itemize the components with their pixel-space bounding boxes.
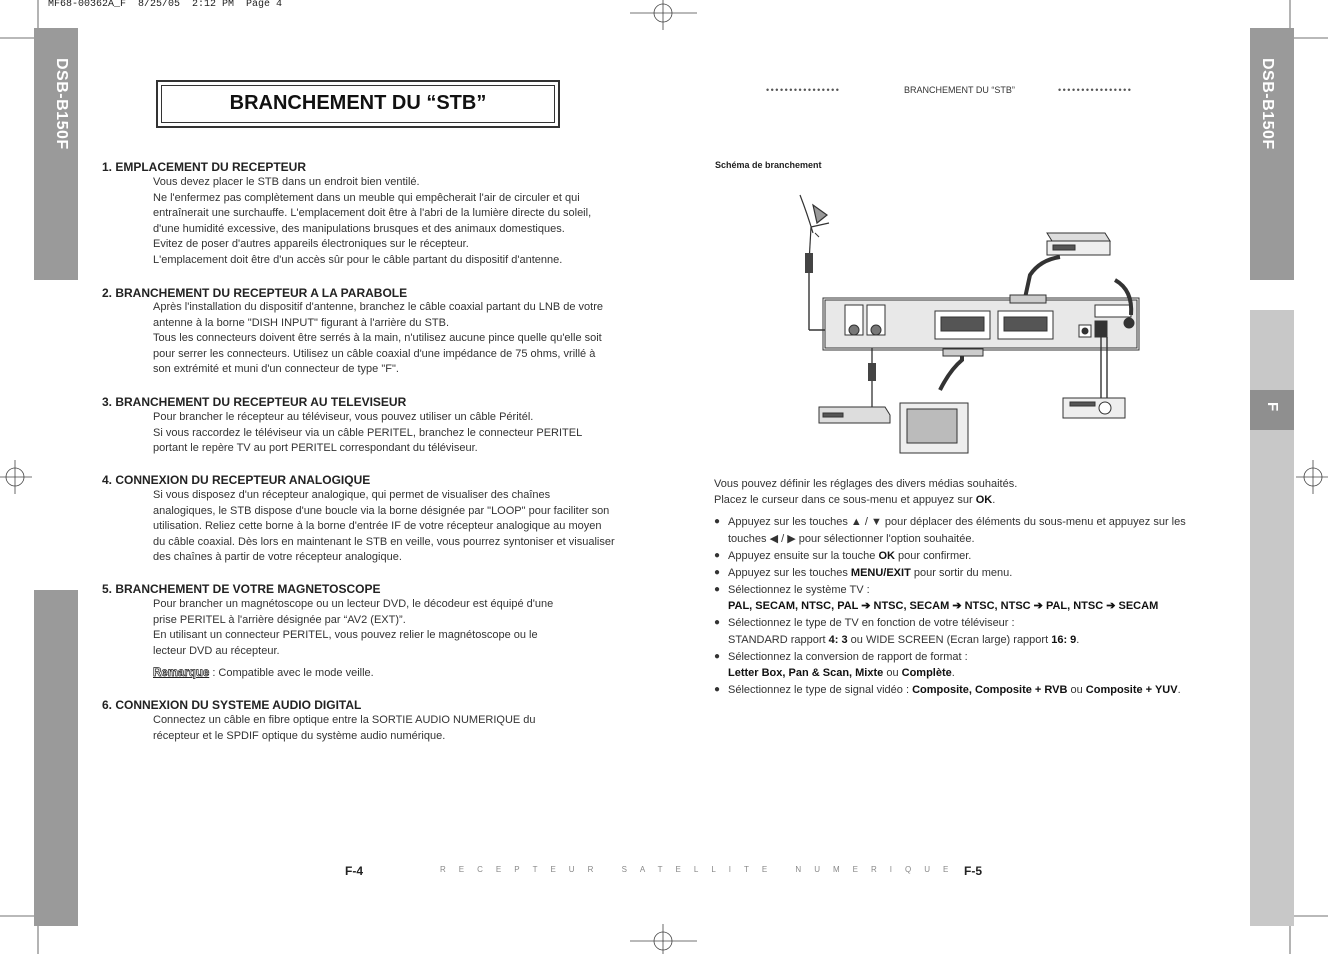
body-line: son extrémité et muni d'un connecteur de type "F". — [153, 363, 399, 376]
list-item — [714, 514, 1194, 547]
body-line: antenne à la borne "DISH INPUT" figurant à l'arrière du STB. — [153, 316, 450, 329]
body-line: des chaînes à partir de votre récepteur analogique. — [153, 551, 402, 564]
format-option-full: Complète — [901, 667, 952, 679]
tv-system-options: PAL, SECAM, NTSC, PAL ➔ NTSC, SECAM ➔ NTSC, NTSC ➔ PAL, NTSC ➔ SECAM — [728, 600, 1159, 612]
body-line: récepteur et le SPDIF optique du système audio numérique. — [153, 729, 446, 742]
header-dots-right: •••••••••••••••• — [1058, 85, 1133, 95]
item-text: ou — [1067, 684, 1086, 696]
vcr-icon — [1047, 233, 1110, 255]
section-body — [153, 175, 623, 269]
format-options: Letter Box, Pan & Scan, Mixte — [728, 667, 884, 679]
body-line: Ne l'enfermez pas complètement dans un meuble qui empêcherait l'air de circuler et qui — [153, 191, 580, 204]
body-line: Après l'installation du dispositif d'antenne, branchez le câble coaxial partant du LNB de votre — [153, 301, 603, 313]
item-text: Appuyez sur les touches — [728, 566, 851, 579]
item-text: touches ◀ / ▶ pour sélectionner l'option souhaitée. — [728, 532, 975, 545]
section-heading: 6. CONNEXION DU SYSTEME AUDIO DIGITAL — [102, 698, 362, 712]
body-line: L'emplacement doit être d'un accès sûr pour le câble partant du dispositif d'antenne. — [153, 253, 563, 266]
body-line: Pour brancher un magnétoscope ou un lecteur DVD, le décodeur est équipé d'une — [153, 598, 554, 610]
audio-system-icon — [1063, 398, 1125, 418]
ratio-4-3: 4: 3 — [828, 633, 848, 646]
item-text: ● Sélectionnez le type de TV en fonction de votre téléviseur : — [728, 617, 1015, 629]
body-line: d'une humidité excessive, des manipulations brusques et des animaux domestiques. — [153, 222, 565, 235]
list-item — [714, 582, 1194, 615]
intro-line: Vous pouvez définir les réglages des divers médias souhaités. — [714, 478, 1018, 490]
menu-exit-key: MENU/EXIT — [850, 566, 911, 579]
item-text: Sélectionnez le type de signal vidéo : — [728, 684, 913, 696]
body-line: Tous les connecteurs doivent être serrés à la main, n'utilisez aucune pince quelle qu'elle soit — [153, 332, 602, 345]
body-line: du câble coaxial. Dès lors en maintenant le STB en veille, vous pourrez syntoniser et visualiser — [153, 535, 615, 548]
f-connector-icon — [805, 253, 813, 273]
page-title: BRANCHEMENT DU “STB” — [229, 92, 487, 114]
list-item: ● Sélectionnez la conversion de rapport de format : Letter Box, Pan & Scan, Mixte ou Complète. — [714, 649, 1194, 682]
ratio-16-9: 16: 9 — [1051, 633, 1077, 646]
title-box — [156, 80, 560, 128]
section-body — [153, 597, 623, 659]
list-item — [714, 565, 1194, 582]
body-line: analogiques, le STB dispose d'une boucle via la borne désignée par "LOOP" pour faciliter son — [153, 504, 610, 517]
diagram-caption: Schéma de branchement — [715, 160, 822, 170]
left-sidebar-bottom — [34, 590, 78, 926]
body-line: Si vous disposez d'un récepteur analogique, qui permet de visualiser des chaînes — [153, 489, 551, 501]
section-body — [153, 410, 623, 457]
satellite-dish-icon — [800, 195, 829, 263]
section-heading: 4. CONNEXION DU RECEPTEUR ANALOGIQUE — [102, 473, 371, 487]
body-line: En utilisant un connecteur PERITEL, vous pouvez relier le magnétoscope ou le — [153, 629, 538, 642]
item-text: ● Sélectionnez la conversion de rapport de format : — [728, 650, 968, 663]
section-heading: 3. BRANCHEMENT DU RECEPTEUR AU TELEVISEUR — [102, 395, 407, 409]
list-item — [714, 548, 1194, 565]
signal-options: Composite, Composite + RVB — [912, 684, 1068, 696]
item-text: STANDARD rapport — [728, 633, 829, 646]
print-header: MF68-00362A_F 8/25/05 2:12 PM Page 4 — [48, 0, 283, 10]
item-text: ou — [883, 667, 902, 679]
item-text: pour sortir du menu. — [910, 566, 1013, 579]
item-text: ● Appuyez sur les touches ▲ / ▼ pour déplacer des éléments du sous-menu et appuyez sur les — [728, 516, 1186, 528]
section-heading: 2. BRANCHEMENT DU RECEPTEUR A LA PARABOLE — [102, 286, 408, 300]
connection-diagram — [795, 185, 1165, 455]
ok-key: OK — [975, 493, 993, 506]
coax-plug-icon — [868, 363, 876, 381]
body-line: utilisation. Reliez cette borne à la borne d'entrée IF de votre récepteur analogique au moyen — [153, 520, 602, 533]
item-text: ou WIDE SCREEN (Ecran large) rapport — [847, 633, 1052, 646]
left-model-label: DSB-B150F — [53, 58, 70, 150]
section-body — [153, 300, 623, 378]
chapter-tab — [1250, 390, 1294, 430]
note-label: Remarque — [153, 667, 210, 679]
stb-rear-panel — [823, 298, 1139, 350]
scart-plug-icon — [1010, 295, 1046, 303]
section-body — [153, 488, 623, 566]
body-line: Evitez de poser d'autres appareils électroniques sur le récepteur. — [153, 238, 469, 251]
intro-line-text: Placez le curseur dans ce sous-menu et appuyez sur — [714, 493, 973, 506]
body-line: pour serrer les connecteurs. Utilisez un câble coaxial d'une impédance de 75 ohms, vrillé à — [153, 347, 596, 360]
footer-tagline: RECEPTEUR SATELLITE NUMERIQUE — [440, 865, 962, 874]
item-text: ● Sélectionnez le système TV : — [728, 583, 870, 596]
settings-list — [714, 514, 1194, 699]
ok-key: OK — [878, 549, 895, 562]
chapter-tab-letter: F — [1264, 402, 1281, 412]
body-line: entraînerait une surchauffe. L'emplacement doit être à l'abri de la lumière directe du soleil, — [153, 207, 592, 220]
body-line: portant le repère TV au port PERITEL correspondant du téléviseur. — [153, 442, 478, 455]
header-dots-left: •••••••••••••••• — [766, 85, 841, 95]
body-line: lecteur DVD au récepteur. — [153, 644, 280, 657]
list-item: ● Sélectionnez le type de TV en fonction de votre téléviseur : STANDARD rapport 4: 3 ou WIDE SCREEN (Ecran large) rapport 16: 9. — [714, 615, 1194, 648]
section-heading: 5. BRANCHEMENT DE VOTRE MAGNETOSCOPE — [102, 582, 381, 596]
page-number-right: F-5 — [964, 864, 982, 878]
section-heading: 1. EMPLACEMENT DU RECEPTEUR — [102, 160, 307, 174]
running-header: BRANCHEMENT DU “STB” — [904, 85, 1015, 95]
scart-plug-icon — [943, 349, 983, 356]
tv-icon — [900, 403, 968, 453]
section-body — [153, 713, 623, 744]
note-text: : Compatible avec le mode veille. — [212, 667, 374, 679]
item-text: pour confirmer. — [894, 549, 972, 562]
analog-receiver-icon — [819, 407, 890, 423]
signal-option-yuv: Composite + YUV — [1085, 684, 1178, 696]
item-text: Appuyez ensuite sur la touche — [728, 549, 879, 562]
list-item: ● Sélectionnez le type de signal vidéo : Composite, Composite + RVB ou Composite + YUV. — [714, 682, 1194, 699]
body-line: Si vous raccordez le téléviseur via un câble PERITEL, branchez le connecteur PERITEL — [153, 426, 583, 439]
page-number-left: F-4 — [345, 864, 363, 878]
lnb-mark — [815, 233, 819, 237]
body-line: Pour brancher le récepteur au téléviseur, vous pouvez utiliser un câble Péritél. — [153, 411, 534, 423]
body-line: Connectez un câble en fibre optique entre la SORTIE AUDIO NUMERIQUE du — [153, 714, 536, 726]
body-line: prise PERITEL à l'arrière désignée par “AV2 (EXT)”. — [153, 613, 406, 626]
intro-line: Placez le curseur dans ce sous-menu et appuyez sur OK. — [714, 493, 996, 506]
body-line: Vous devez placer le STB dans un endroit bien ventilé. — [153, 176, 420, 188]
intro-text — [714, 477, 1017, 508]
note — [153, 667, 374, 679]
right-model-label: DSB-B150F — [1259, 58, 1276, 150]
